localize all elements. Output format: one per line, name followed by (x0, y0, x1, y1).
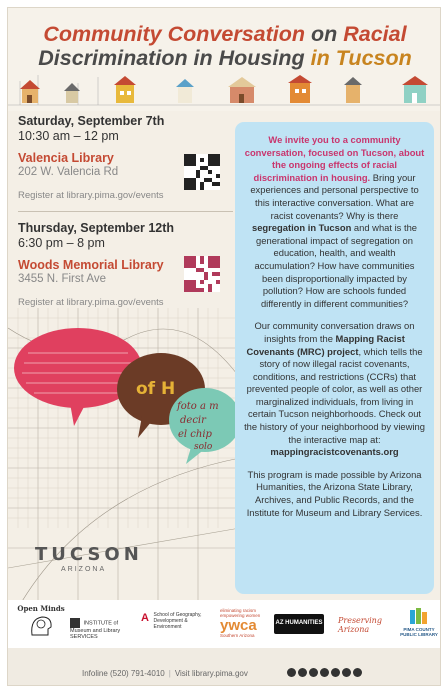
pima-library-logo (400, 606, 438, 637)
panel-lead: We invite you to a community conversation, focused on Tucson, about the ongoing effects of racial discrimination in housing. (244, 134, 425, 183)
open-minds-logo (16, 604, 66, 639)
house-icon (402, 76, 428, 103)
event-date: Thursday, September 12th (18, 221, 175, 235)
uofa-logo (141, 612, 213, 630)
page-title (8, 22, 441, 70)
house-icon (64, 83, 80, 103)
map-city-label: TUCSON (35, 544, 143, 565)
email-icon[interactable] (342, 668, 351, 677)
ywca-logo (220, 608, 270, 638)
panel-text: and what is the generational impact of segregation on education, health, and wealth accumulation? How have communities been disproportionally impacted by pollution? How are schools funded differently in different communities? (254, 222, 417, 309)
preserving-arizona-logo (338, 616, 388, 634)
bubble-text: solo (194, 442, 213, 452)
house-icon (344, 77, 362, 103)
title-part: Community Conversation (43, 22, 306, 46)
info-panel (235, 122, 434, 594)
panel-paragraph-1 (243, 134, 426, 310)
house-icon (228, 77, 256, 103)
house-icon (288, 75, 312, 103)
pinterest-icon[interactable] (320, 668, 329, 677)
houses-illustration (8, 71, 441, 111)
panel-text: Our community conversation draws on insights from the (254, 320, 415, 344)
title-part: in Tucson (310, 46, 412, 70)
logo-text: Southern Arizona (220, 633, 255, 638)
qr-code-icon[interactable] (184, 256, 220, 292)
bubble-text: decir (180, 415, 206, 426)
map-state-label: ARIZONA (61, 566, 107, 573)
panel-text: , which tells the story of now illegal racist covenants, conditions, and restrictions (CCRs) that prevented people of color, as well as other marginalized individuals, from living in certain Tucson neighborhoods. Check out the history of your neighborhood by viewing the interactive map at: (244, 345, 425, 445)
event-register-link[interactable]: Register at library.pima.gov/events (18, 297, 164, 308)
head-icon (28, 613, 54, 637)
title-part: on (305, 22, 344, 46)
infoline: Infoline (520) 791-4010 (82, 669, 165, 678)
imls-icon (70, 618, 80, 628)
twitter-icon[interactable] (298, 668, 307, 677)
event-time: 6:30 pm – 8 pm (18, 236, 105, 250)
event-time: 10:30 am – 12 pm (18, 129, 119, 143)
event-address: 3455 N. First Ave (18, 273, 106, 285)
title-part: Discrimination in Housing (38, 46, 311, 70)
event-date: Saturday, September 7th (18, 114, 165, 128)
qr-code-icon[interactable] (184, 154, 220, 190)
house-icon (114, 76, 136, 103)
house-icon (176, 79, 194, 103)
event-register-link[interactable]: Register at library.pima.gov/events (18, 190, 164, 201)
panel-text: Bring your experiences and personal perspective to this interactive conversation. What are racist covenants? Why is there (250, 171, 419, 221)
logo-text: AZ HUMANITIES (275, 620, 323, 626)
divider (18, 211, 233, 212)
pima-library-icon (408, 606, 430, 626)
logo-text: INSTITUTE of Museum and Library SERVICES (70, 620, 121, 640)
visit-link[interactable]: Visit library.pima.gov (174, 669, 248, 678)
bubble-text: foto a m (177, 401, 219, 412)
event-address: 202 W. Valencia Rd (18, 166, 119, 178)
bubble-text: el chip (178, 429, 212, 440)
logo-text: PIMA COUNTY PUBLIC LIBRARY (400, 627, 438, 637)
imls-logo (70, 618, 138, 640)
instagram-icon[interactable] (309, 668, 318, 677)
logo-text: Preserving Arizona (338, 616, 382, 634)
panel-url-link[interactable]: mappingracistcovenants.org (270, 446, 399, 458)
logo-text: Open Minds (17, 604, 65, 613)
poster (7, 7, 441, 686)
header (8, 8, 441, 111)
footer-text (82, 669, 248, 678)
event-venue: Woods Memorial Library (18, 258, 164, 272)
house-icon (20, 80, 40, 103)
youtube-icon[interactable] (331, 668, 340, 677)
bubble-text: of H (136, 379, 176, 399)
logo-text: School of Geography, Development & Environment (153, 612, 202, 630)
title-part: Racial (343, 22, 407, 46)
flickr-icon[interactable] (353, 668, 362, 677)
panel-paragraph-3: This program is made possible by Arizona Humanities, the Arizona State Library, Archives, and Public Records, and the Institute for Museum and Library Services. (246, 468, 423, 518)
footer (8, 648, 441, 686)
social-icons (287, 668, 364, 679)
panel-paragraph-2 (243, 320, 426, 459)
sponsor-logos (8, 600, 441, 648)
uofa-a-icon: A (141, 612, 149, 624)
logo-text: eliminating racism empowering women (220, 608, 261, 618)
az-humanities-logo (274, 614, 324, 634)
panel-bold: segregation in Tucson (252, 222, 352, 234)
panel-bold: Mapping Racist Covenants (MRC) project (246, 332, 405, 357)
event-venue: Valencia Library (18, 151, 114, 165)
logo-text: ywca (220, 617, 257, 634)
speech-bubble-teal (169, 388, 240, 464)
separator: | (168, 669, 171, 678)
facebook-icon[interactable] (287, 668, 296, 677)
